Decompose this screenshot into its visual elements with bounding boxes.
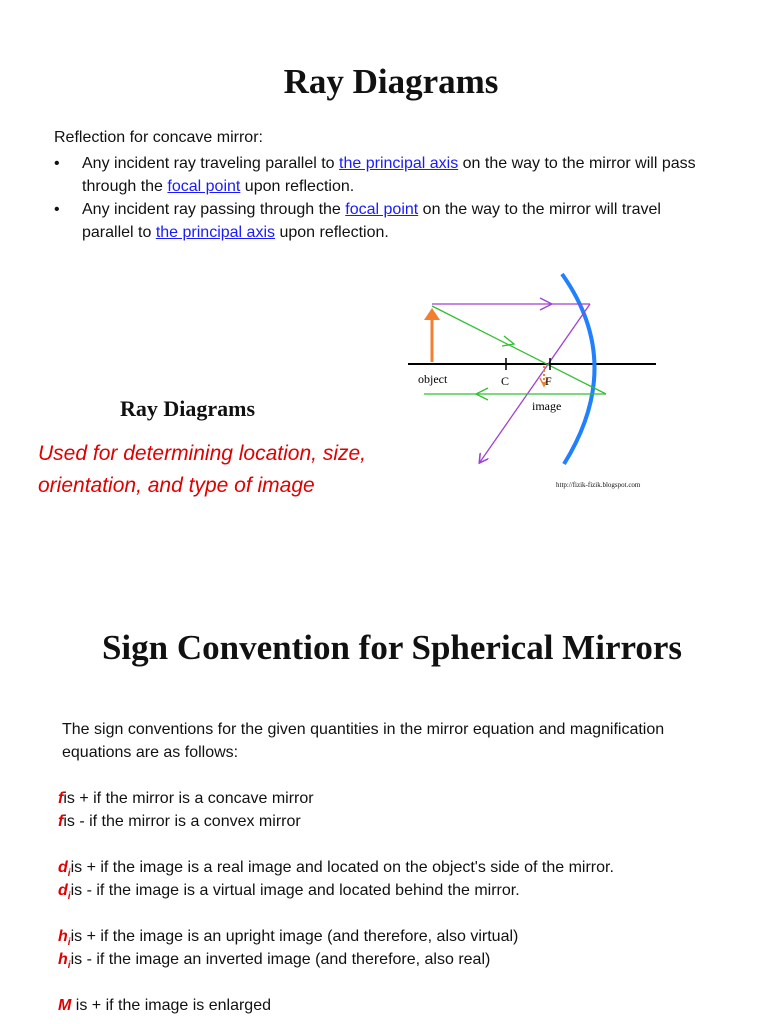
concave-mirror-ray-diagram [400,268,662,478]
bullet1-text-a: Any incident ray traveling parallel to [82,155,340,172]
ray-diagrams-subtitle: Ray Diagrams [120,396,256,421]
bullet-dot: • [54,155,60,172]
label-object: object [418,372,448,386]
rule-row [58,948,758,971]
rule-row [58,879,758,902]
label-image: image [532,399,562,413]
rule-text: is - if the image an inverted image (and therefore, also real) [70,951,491,968]
bullet2-text-c: upon reflection. [275,224,389,241]
rule-symbol: h [58,928,68,945]
bullet1-text-b: on the way to the mirror will pass through the [82,155,696,195]
concave-mirror [562,274,595,464]
rule-row [58,856,758,879]
link-principal-axis[interactable]: the principal axis [155,224,275,241]
ray-reflected [480,304,590,462]
bullet-item-1 [54,152,714,198]
slide2-title: Sign Convention for Spherical Mirrors [101,628,683,667]
rule-row [58,925,758,948]
rule-subscript: i [67,960,71,972]
bullet2-text-a: Any incident ray passing through the [82,201,346,218]
rule-symbol: f [58,790,64,807]
bullet-list [54,152,714,244]
bullet-item-2 [54,198,714,244]
rule-symbol: d [58,882,68,899]
rule-text: is - if the image is a virtual image and located behind the mirror. [70,882,520,899]
slide1-intro: Reflection for concave mirror: [54,129,263,146]
bullet-dot: • [54,201,60,218]
bullet2-text-b: on the way to the mirror will travel parallel to [82,201,661,241]
slide2-intro: The sign conventions for the given quantities in the mirror equation and magnification equations are as follows: [62,721,665,761]
link-principal-axis[interactable]: the principal axis [339,155,459,172]
rule-text: is + if the image is an upright image (and therefore, also virtual) [70,928,519,945]
rule-subscript: i [67,868,71,880]
rule-text: is + if the image is enlarged [71,997,271,1014]
bullet1-text-c: upon reflection. [240,178,355,195]
ray-diagrams-description: Used for determining location, size, orientation, and type of image [38,442,366,497]
rule-text: is - if the mirror is a convex mirror [63,813,301,830]
rule-subscript: i [67,891,71,903]
rule-text: is + if the image is a real image and located on the object's side of the mirror. [70,859,614,876]
rule-symbol: d [58,859,68,876]
label-c: C [501,374,510,388]
rule-symbol: f [58,813,64,830]
rule-row [58,787,758,810]
rule-row [58,810,758,833]
rule-symbol: M [58,997,72,1014]
slide1-title: Ray Diagrams [283,62,499,101]
rule-symbol: h [58,951,68,968]
rule-subscript: i [67,937,71,949]
rule-text: is + if the mirror is a concave mirror [63,790,314,807]
diagram-credit: http://fizik-fizik.blogspot.com [556,481,641,489]
label-f: F [545,374,552,388]
link-focal-point[interactable]: focal point [345,201,419,218]
link-focal-point[interactable]: focal point [167,178,241,195]
rule-row [58,994,758,1017]
sign-rules [58,787,758,1017]
